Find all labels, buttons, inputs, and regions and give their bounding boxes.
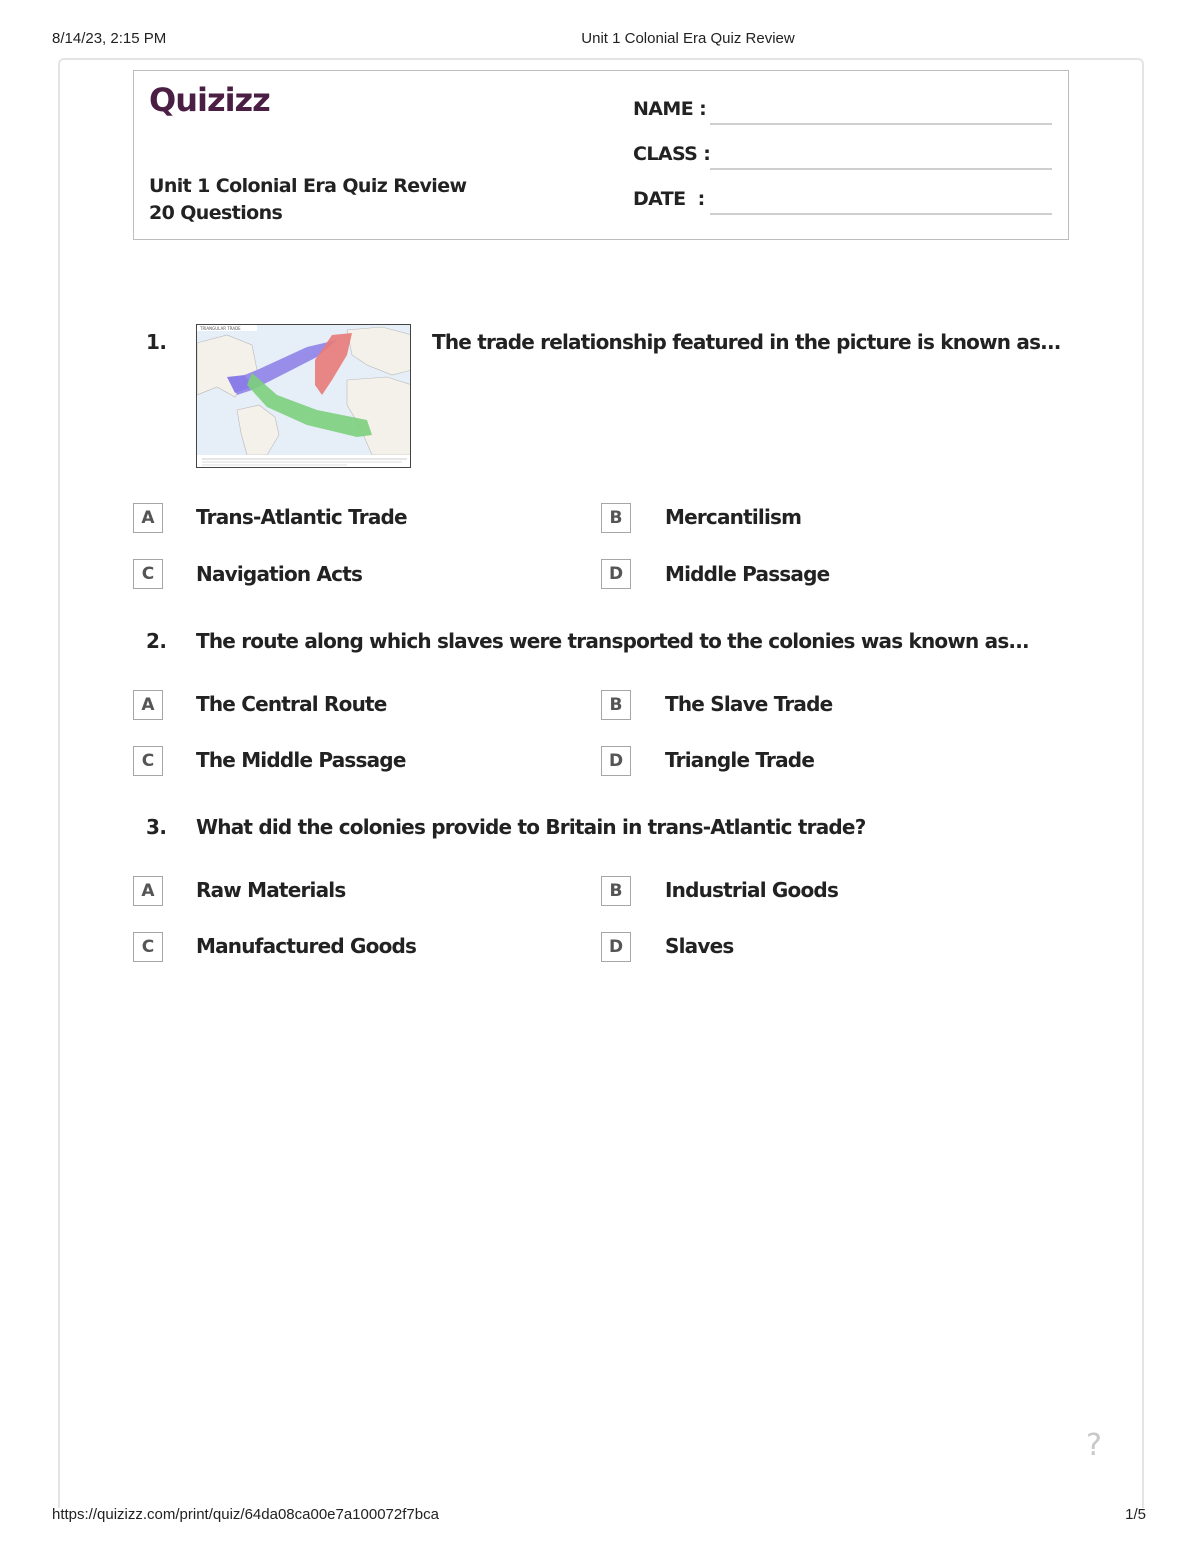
question-2-option-d-letter[interactable]: D (601, 746, 631, 776)
question-2-option-c-text[interactable]: The Middle Passage (196, 748, 406, 772)
svg-text:TRIANGULAR TRADE: TRIANGULAR TRADE (200, 326, 241, 331)
question-1-option-d-letter[interactable]: D (601, 559, 631, 589)
question-2-option-a-text[interactable]: The Central Route (196, 692, 387, 716)
trade-route-map-image (196, 324, 411, 468)
question-1-option-a-text[interactable]: Trans-Atlantic Trade (196, 505, 407, 529)
class-label: CLASS : (633, 143, 711, 165)
question-3-option-c-text[interactable]: Manufactured Goods (196, 934, 417, 958)
question-1-option-c-text[interactable]: Navigation Acts (196, 562, 363, 586)
question-3-option-b-letter[interactable]: B (601, 876, 631, 906)
question-3-option-a-letter[interactable]: A (133, 876, 163, 906)
question-3-option-a-text[interactable]: Raw Materials (196, 878, 346, 902)
quiz-title-block (149, 173, 466, 227)
name-label: NAME : (633, 98, 707, 120)
date-label: DATE : (633, 188, 705, 210)
question-2-option-b-letter[interactable]: B (601, 690, 631, 720)
question-3-option-d-text[interactable]: Slaves (665, 934, 734, 958)
print-url: https://quizizz.com/print/quiz/64da08ca00e7a100072f7bca (52, 1506, 439, 1523)
question-2-number: 2. (146, 629, 167, 653)
name-field-line (710, 123, 1052, 125)
question-1-option-b-text[interactable]: Mercantilism (665, 505, 802, 529)
print-datetime: 8/14/23, 2:15 PM (52, 30, 167, 47)
question-1-text: The trade relationship featured in the picture is known as... (432, 330, 1061, 354)
question-3-option-d-letter[interactable]: D (601, 932, 631, 962)
question-2-text: The route along which slaves were transported to the colonies was known as... (196, 629, 1029, 653)
print-doc-title: Unit 1 Colonial Era Quiz Review (581, 30, 795, 47)
question-1-option-c-letter[interactable]: C (133, 559, 163, 589)
question-3-option-b-text[interactable]: Industrial Goods (665, 878, 839, 902)
question-1-option-d-text[interactable]: Middle Passage (665, 562, 830, 586)
page-frame (58, 58, 1144, 1508)
question-3-number: 3. (146, 815, 167, 839)
question-2-option-d-text[interactable]: Triangle Trade (665, 748, 815, 772)
question-3-text: What did the colonies provide to Britain in trans-Atlantic trade? (196, 815, 866, 839)
question-1-option-a-letter[interactable]: A (133, 503, 163, 533)
quizizz-logo: Quizizz (149, 81, 270, 119)
trade-route-map-icon (197, 325, 411, 468)
question-2-option-c-letter[interactable]: C (133, 746, 163, 776)
question-2-option-b-text[interactable]: The Slave Trade (665, 692, 833, 716)
quiz-title: Unit 1 Colonial Era Quiz Review (149, 175, 467, 197)
class-field-line (710, 168, 1052, 170)
date-field-line (710, 213, 1052, 215)
question-3-option-c-letter[interactable]: C (133, 932, 163, 962)
question-2-option-a-letter[interactable]: A (133, 690, 163, 720)
question-1-option-b-letter[interactable]: B (601, 503, 631, 533)
print-page-number: 1/5 (1125, 1506, 1146, 1523)
question-1-number: 1. (146, 330, 167, 354)
question-count: 20 Questions (149, 202, 283, 224)
quiz-header (133, 70, 1069, 240)
help-question-icon[interactable]: ? (1086, 1428, 1102, 1463)
